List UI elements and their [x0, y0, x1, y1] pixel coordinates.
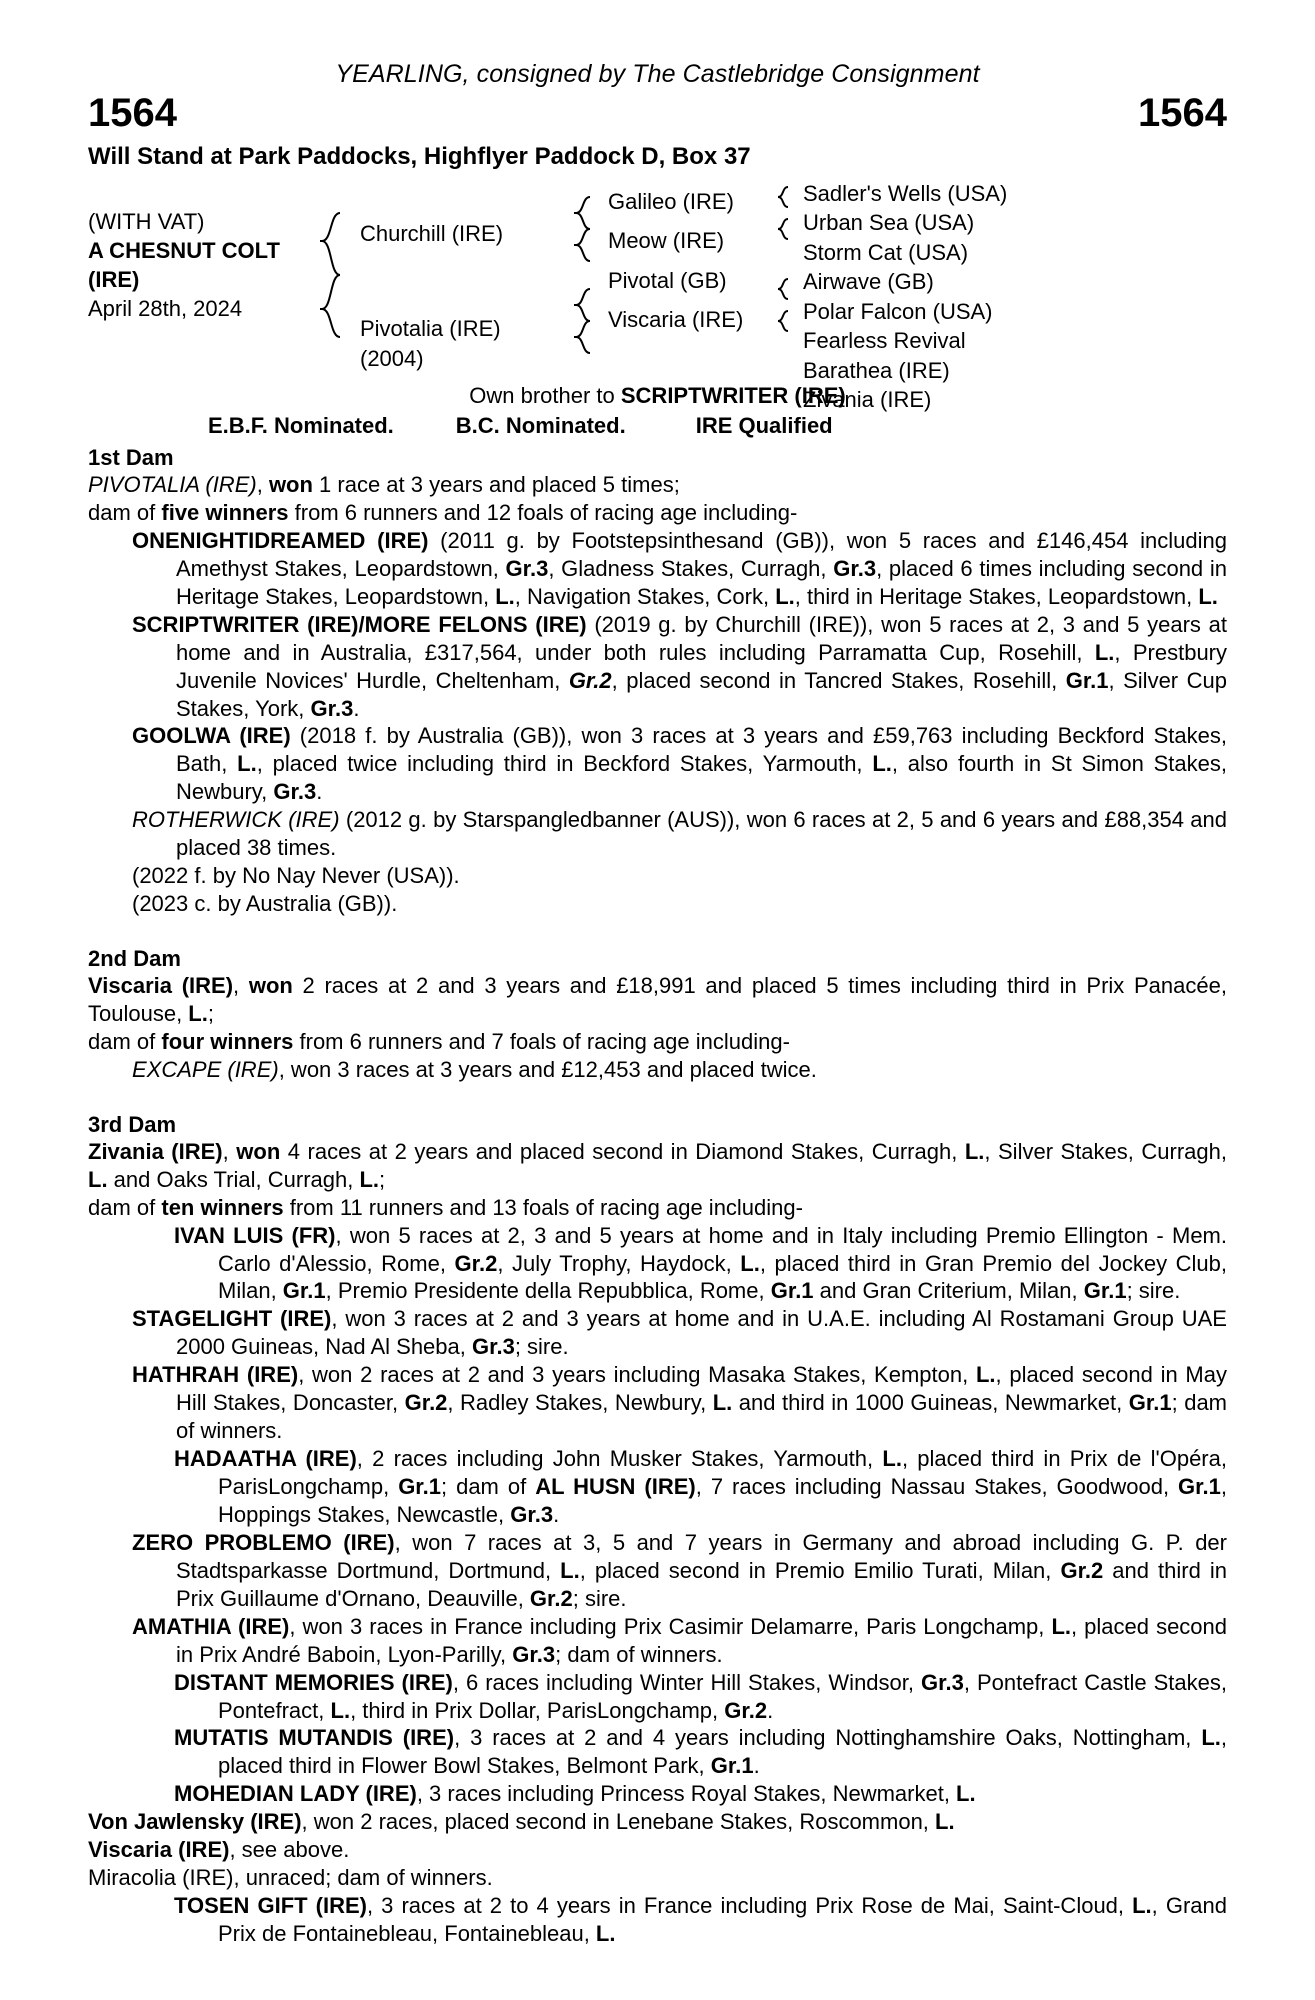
progeny-text: , won 3 races at 2 and 3 years at home and in U.A.E. including Al Rostamani Group UAE 2000 Guineas, Nad Al Sheba, Gr.3; sire.: [176, 1306, 1227, 1360]
first-dam-dam-of: [88, 499, 1227, 527]
progeny-name: ZERO PROBLEMO (IRE): [132, 1529, 395, 1555]
dam-name: Pivotalia (IRE): [360, 316, 501, 342]
progeny-entry: [88, 1056, 1227, 1084]
progeny-entry: [88, 1222, 1227, 1306]
progeny-text: , 3 races at 2 and 4 years including Nottinghamshire Oaks, Nottingham, L., placed third in Flower Bowl Stakes, Belmont Park, Gr.1.: [218, 1725, 1227, 1779]
progeny-text: , 3 races at 2 to 4 years in France including Prix Rose de Mai, Saint-Cloud, L., Grand Prix de Fontainebleau, Fontainebleau, L.: [218, 1893, 1228, 1946]
progeny-name: Viscaria (IRE): [88, 1837, 230, 1863]
progeny-name: TOSEN GIFT (IRE): [174, 1893, 367, 1919]
gg-7: Barathea (IRE): [803, 357, 950, 383]
progeny-entry: [88, 1613, 1227, 1669]
progeny-entry: [88, 1724, 1227, 1780]
progeny-entry: [88, 890, 1227, 918]
progeny-text: , won 2 races, placed second in Lenebane Stakes, Roscommon, L.: [301, 1809, 955, 1835]
third-dam-dam-of: [88, 1194, 1227, 1222]
progeny-entry: [88, 527, 1227, 611]
progeny-text: , 3 races including Princess Royal Stakes, Newmarket, L.: [416, 1781, 976, 1807]
gg-2: Urban Sea (USA): [803, 210, 975, 236]
progeny-name: EXCAPE (IRE): [132, 1056, 279, 1082]
pedigree-greatgrandparents-column: [803, 179, 1133, 415]
second-dam-name: Viscaria (IRE): [88, 973, 234, 998]
nomination-row: [88, 413, 1227, 439]
progeny-name: HADAATHA (IRE): [174, 1446, 357, 1472]
sire-dam-name: Meow (IRE): [608, 228, 725, 254]
progeny-name: ONENIGHTIDREAMED (IRE): [132, 527, 429, 553]
progeny-name: ROTHERWICK (IRE): [132, 807, 340, 833]
ebf-nominated: E.B.F. Nominated.: [208, 413, 394, 438]
progeny-text: , 6 races including Winter Hill Stakes, Windsor, Gr.3, Pontefract Castle Stakes, Pontefract, L., third in Prix Dollar, ParisLongchamp, Gr.2.: [218, 1669, 1227, 1723]
progeny-text: (2011 g. by Footstepsinthesand (GB)), won 5 races and £146,454 including Amethyst Stakes, Leopardstown, Gr.3, Gladness Stakes, Curragh, Gr.3, placed 6 times including second in Heritage Stakes, Leopardstown, L., Navigation Stakes, Cork, L., third in Heritage Stakes, Leopardstown, L.: [176, 527, 1228, 609]
first-dam-line: PIVOTALIA (IRE), won 1 race at 3 years and placed 5 times;: [88, 472, 680, 497]
stand-at-line: Will Stand at Park Paddocks, Highflyer Paddock D, Box 37: [88, 143, 751, 170]
progeny-text: (2012 g. by Starspangledbanner (AUS)), won 6 races at 2, 5 and 6 years and £88,354 and placed 38 times.: [176, 807, 1227, 861]
progeny-entry: [88, 1836, 1227, 1864]
pedigree-subject-column: [88, 179, 318, 323]
dam-of-suffix-3: from 11 runners and 13 foals of racing age including-: [283, 1194, 803, 1220]
bc-nominated: B.C. Nominated.: [455, 413, 626, 438]
progeny-text: (2023 c. by Australia (GB)).: [132, 891, 398, 917]
gg-8: Zivania (IRE): [803, 387, 932, 413]
progeny-entry: [88, 1780, 1227, 1808]
progeny-text: , won 2 races at 2 and 3 years including Masaka Stakes, Kempton, L., placed second in May Hill Stakes, Doncaster, Gr.2, Radley Stakes, Newbury, L. and third in 1000 Guineas, Newmarket, Gr.1; dam of winners.: [176, 1362, 1228, 1444]
progeny-entry: [88, 806, 1227, 862]
subject-description: A CHESNUT COLT: [88, 238, 280, 264]
lot-number-row: [88, 93, 1227, 133]
progeny-name: Miracolia (IRE): [88, 1865, 234, 1891]
progeny-entry: [88, 611, 1227, 723]
progeny-entry: [88, 1808, 1227, 1836]
progeny-text: , won 3 races at 3 years and £12,453 and placed twice.: [278, 1056, 817, 1082]
dam-sire-name: Pivotal (GB): [608, 267, 727, 293]
dam-of-prefix-2: dam of: [88, 1028, 162, 1054]
ire-qualified: IRE Qualified: [695, 413, 833, 438]
gg-1: Sadler's Wells (USA): [803, 181, 1008, 206]
own-brother-prefix: Own brother to: [469, 383, 621, 408]
dam-of-count-2: four winners: [161, 1028, 294, 1054]
progeny-entry: [88, 1361, 1227, 1445]
third-dam-line: Zivania (IRE), won 4 races at 2 years and placed second in Diamond Stakes, Curragh, L., Silver Stakes, Curragh, L. and Oaks Trial, Curragh, L.;: [88, 1138, 1227, 1192]
progeny-name: HATHRAH (IRE): [132, 1362, 299, 1388]
gg-3: Storm Cat (USA): [803, 239, 969, 265]
progeny-text: (2019 g. by Churchill (IRE)), won 5 races at 2, 3 and 5 years at home and in Australia, £317,564, under both rules including Parramatta Cup, Rosehill, L., Prestbury Juvenile Novices' Hurdle, Cheltenham, Gr.2, placed second in Tancred Stakes, Rosehill, Gr.1, Silver Cup Stakes, York, Gr.3.: [176, 611, 1228, 721]
progeny-name: Von Jawlensky (IRE): [88, 1809, 302, 1835]
progeny-name: IVAN LUIS (FR): [174, 1222, 336, 1248]
third-dam-name: Zivania (IRE): [88, 1138, 223, 1164]
progeny-name: STAGELIGHT (IRE): [132, 1306, 332, 1332]
first-dam-won: won: [268, 472, 313, 497]
dam-of-suffix-1: from 6 runners and 12 foals of racing age including-: [288, 499, 798, 525]
progeny-text: , 2 races including John Musker Stakes, Yarmouth, L., placed third in Prix de l'Opéra, ParisLongchamp, Gr.1; dam of AL HUSN (IRE), 7 races including Nassau Stakes, Goodwood, Gr.1, Hoppings Stakes, Newcastle, Gr.3.: [218, 1446, 1227, 1527]
subject-vat: (WITH VAT): [88, 209, 205, 234]
progeny-text: , won 5 races at 2, 3 and 5 years at home and in Italy including Premio Ellington - Mem. Carlo d'Alessio, Rome, Gr.2, July Trophy, Haydock, L., placed third in Gran Premio del Jockey Club, Milan, Gr.1, Premio Presidente della Repubblica, Rome, Gr.1 and Gran Criterium, Milan, Gr.1; sire.: [218, 1222, 1227, 1304]
subject-foaling-date: April 28th, 2024: [88, 296, 243, 322]
progeny-entry: [88, 722, 1227, 806]
subject-country: (IRE): [88, 267, 140, 293]
consignor-line: YEARLING, consigned by The Castlebridge Consignment: [335, 60, 980, 88]
pedigree-grandparents-column: [608, 179, 798, 335]
gg-6: Fearless Revival: [803, 328, 966, 354]
progeny-entry: [88, 862, 1227, 890]
progeny-entry: [88, 1669, 1227, 1725]
second-dam-dam-of: [88, 1028, 1227, 1056]
progeny-entry: [88, 1864, 1227, 1892]
progeny-entry: [88, 1529, 1227, 1613]
progeny-entry: [88, 1892, 1227, 1948]
progeny-name: SCRIPTWRITER (IRE)/MORE FELONS (IRE): [132, 611, 587, 637]
dam-of-prefix-1: dam of: [88, 499, 162, 525]
dam-of-count-3: ten winners: [161, 1194, 284, 1220]
lot-number-left: 1564: [88, 91, 177, 135]
third-dam-won: won: [236, 1138, 281, 1164]
gg-5: Polar Falcon (USA): [803, 298, 993, 324]
second-dam-record: 2 races at 2 and 3 years and £18,991 and placed 5 times including third in Prix Panacée, Toulouse, L.;: [88, 973, 1227, 1026]
dam-year: (2004): [360, 345, 424, 371]
third-dam-record: 4 races at 2 years and placed second in Diamond Stakes, Curragh, L., Silver Stakes, Curragh, L. and Oaks Trial, Curragh, L.;: [88, 1138, 1227, 1192]
progeny-text: (2018 f. by Australia (GB)), won 3 races at 3 years and £59,763 including Beckford Stakes, Bath, L., placed twice including third in Beckford Stakes, Yarmouth, L., also fourth in St Simon Stakes, Newbury, Gr.3.: [176, 723, 1228, 805]
progeny-name: AMATHIA (IRE): [132, 1613, 290, 1639]
pedigree-parents-column: [360, 179, 575, 373]
progeny-text: , unraced; dam of winners.: [233, 1865, 493, 1891]
progeny-name: GOOLWA (IRE): [132, 723, 291, 749]
second-dam-line: Viscaria (IRE), won 2 races at 2 and 3 years and £18,991 and placed 5 times including third in Prix Panacée, Toulouse, L.;: [88, 973, 1227, 1026]
sire-name: Churchill (IRE): [360, 221, 504, 246]
progeny-text: , see above.: [229, 1837, 350, 1863]
first-dam-heading: 1st Dam: [88, 445, 174, 470]
dam-dam-name: Viscaria (IRE): [608, 307, 744, 333]
first-dam-name: PIVOTALIA (IRE): [88, 472, 257, 497]
first-dam-record: 1 race at 3 years and placed 5 times;: [312, 472, 680, 497]
progeny-name: DISTANT MEMORIES (IRE): [174, 1669, 453, 1695]
own-brother-name: SCRIPTWRITER (IRE): [620, 383, 846, 408]
dam-of-prefix-3: dam of: [88, 1194, 162, 1220]
lot-number-right: 1564: [1138, 91, 1227, 135]
dam-of-suffix-2: from 6 runners and 7 foals of racing age including-: [293, 1028, 790, 1054]
gg-4: Airwave (GB): [803, 269, 934, 295]
progeny-text: , won 3 races in France including Prix Casimir Delamarre, Paris Longchamp, L., placed second in Prix André Baboin, Lyon-Parilly, Gr.3; dam of winners.: [176, 1613, 1228, 1667]
progeny-entry: [88, 1445, 1227, 1529]
progeny-entry: [88, 1305, 1227, 1361]
progeny-text: , won 7 races at 3, 5 and 7 years in Germany and abroad including G. P. der Stadtsparkasse Dortmund, Dortmund, L., placed second in Premio Emilio Turati, Milan, Gr.2 and third in Prix Guillaume d'Ornano, Deauville, Gr.2; sire.: [176, 1529, 1228, 1611]
progeny-text: (2022 f. by No Nay Never (USA)).: [132, 863, 460, 889]
second-dam-won: won: [248, 973, 293, 998]
progeny-name: MUTATIS MUTANDIS (IRE): [174, 1725, 455, 1751]
progeny-name: MOHEDIAN LADY (IRE): [174, 1781, 417, 1807]
sire-sire-name: Galileo (IRE): [608, 189, 734, 214]
third-dam-heading: 3rd Dam: [88, 1111, 177, 1137]
dam-of-count-1: five winners: [161, 499, 289, 525]
second-dam-heading: 2nd Dam: [88, 946, 181, 971]
